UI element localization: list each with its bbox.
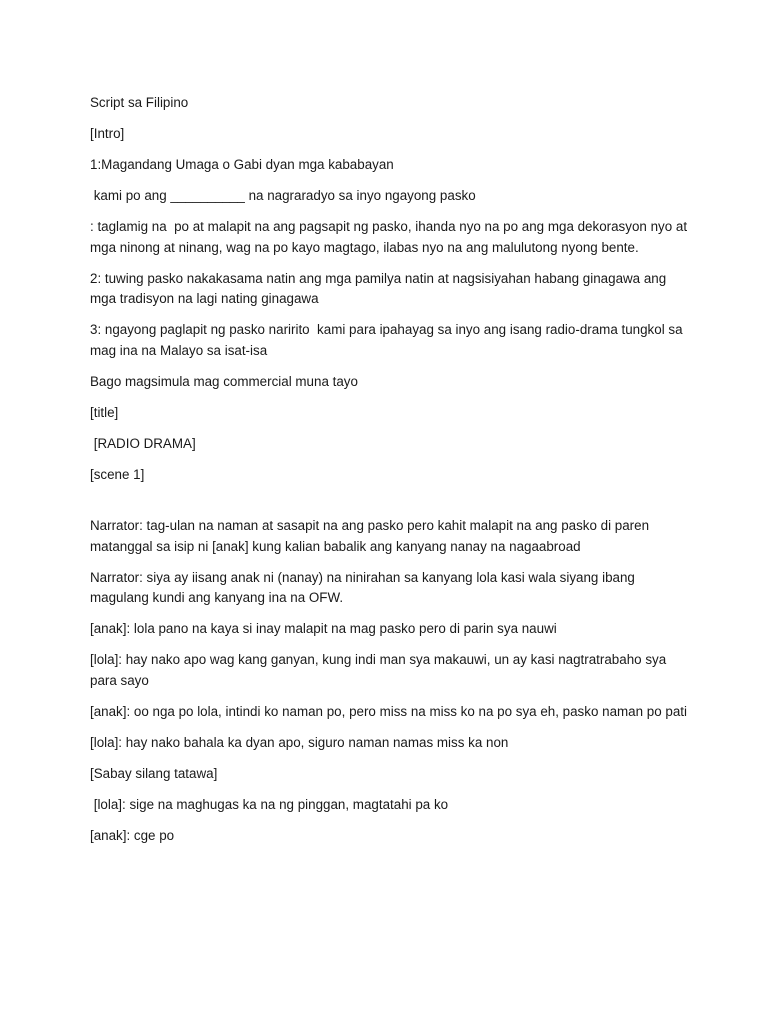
- script-line: 3: ngayong paglapit ng pasko naririto kami para ipahayag sa inyo ang isang radio-drama tungkol sa mag ina na Malayo sa isat-isa: [90, 322, 687, 358]
- dialogue-line: [lola]: sige na maghugas ka na ng pinggan, magtatahi pa ko: [90, 796, 449, 812]
- script-line: : taglamig na po at malapit na ang pagsapit ng pasko, ihanda nyo na po ang mga dekorasyon nyo at mga ninong at ninang, wag na po kayo magtago, ilabas nyo na ang malulutong nyong bente.: [90, 219, 691, 255]
- script-line: Bago magsimula mag commercial muna tayo: [90, 373, 358, 389]
- narrator-line: Narrator: tag-ulan na naman at sasapit na ang pasko pero kahit malapit na ang pasko di paren matanggal sa isip ni [anak] kung kalian babalik ang kanyang nanay na nagaabroad: [90, 518, 653, 554]
- dialogue-line: [anak]: oo nga po lola, intindi ko naman po, pero miss na miss ko na po sya eh, pasko naman po pati: [90, 703, 687, 719]
- title-marker: [title]: [90, 404, 119, 420]
- dialogue-line: [anak]: cge po: [90, 827, 175, 843]
- scene-marker: [scene 1]: [90, 466, 145, 482]
- document-page: [90, 93, 690, 857]
- document-title: Script sa Filipino: [90, 95, 189, 110]
- intro-marker: [Intro]: [90, 126, 125, 141]
- stage-direction: [Sabay silang tatawa]: [90, 765, 218, 781]
- dialogue-line: [lola]: hay nako apo wag kang ganyan, kung indi man sya makauwi, un ay kasi nagtratrabaho sya para sayo: [90, 652, 670, 688]
- script-line: 1:Magandang Umaga o Gabi dyan mga kababayan: [90, 157, 394, 172]
- script-line: 2: tuwing pasko nakakasama natin ang mga pamilya natin at nagsisiyahan habang ginagawa ang mga tradisyon na lagi nating ginagawa: [90, 270, 670, 306]
- script-line: kami po ang __________ na nagraradyo sa inyo ngayong pasko: [90, 188, 476, 203]
- dialogue-line: [lola]: hay nako bahala ka dyan apo, siguro naman namas miss ka non: [90, 734, 509, 750]
- dialogue-line: [anak]: lola pano na kaya si inay malapit na mag pasko pero di parin sya nauwi: [90, 621, 557, 636]
- narrator-line: Narrator: siya ay iisang anak ni (nanay) na ninirahan sa kanyang lola kasi wala siyang ibang magulang kundi ang kanyang ina na OFW.: [90, 569, 639, 605]
- radio-drama-heading: [RADIO DRAMA]: [90, 435, 196, 451]
